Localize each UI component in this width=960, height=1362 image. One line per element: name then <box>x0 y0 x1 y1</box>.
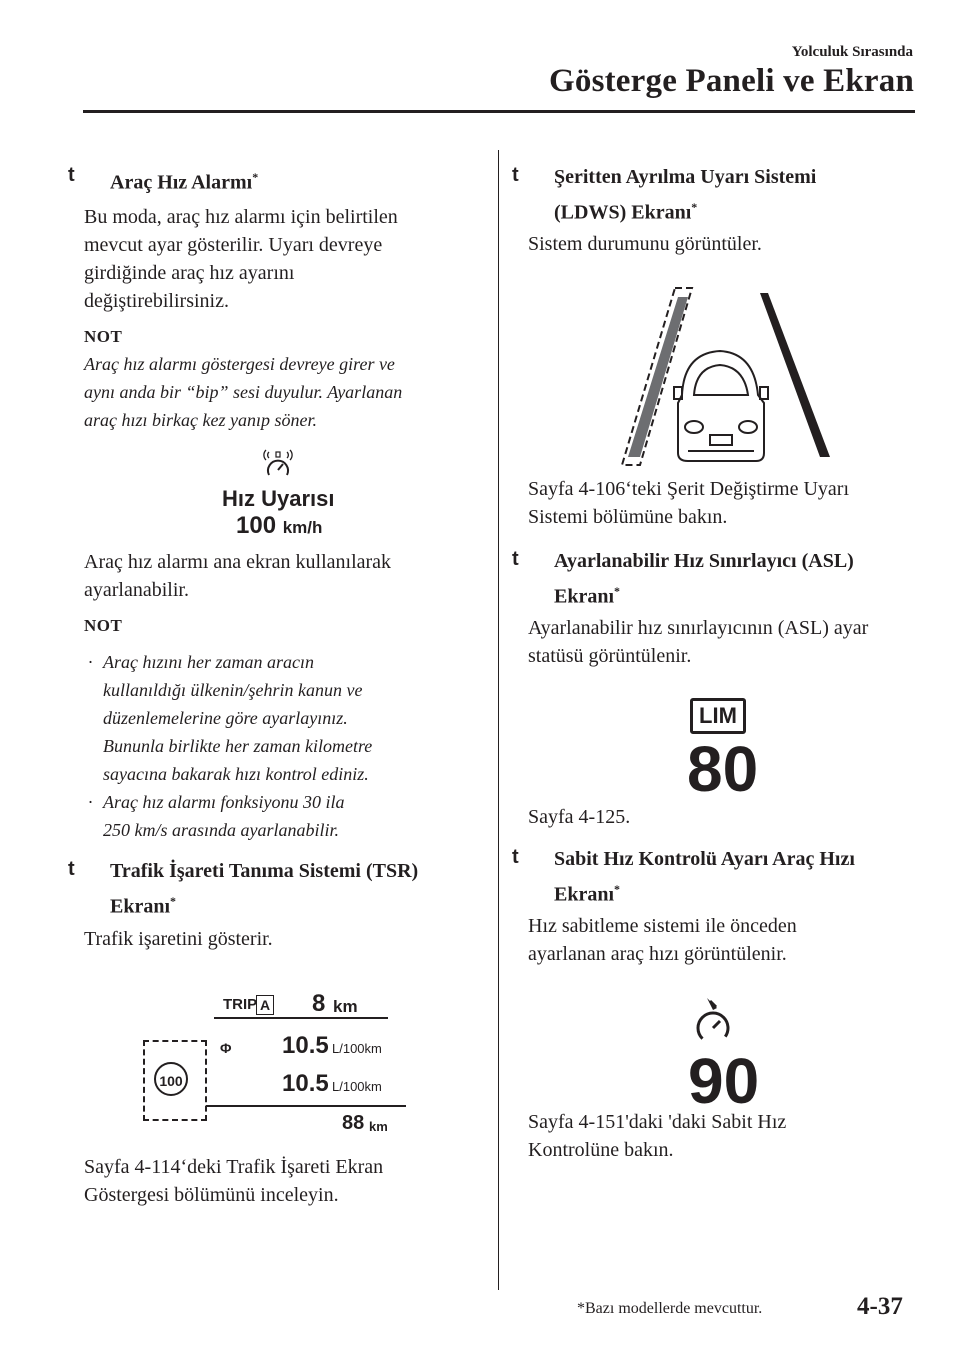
cruise-reference: Sayfa 4-151'daki 'daki Sabit Hız Kontrolüne bakın. <box>528 1111 787 1161</box>
tsr-reference: Sayfa 4-114‘deki Trafik İşareti Ekran Göstergesi bölümünü inceleyin. <box>84 1156 384 1206</box>
trip-label: TRIP <box>223 996 258 1013</box>
fuel-economy-icon: Φ <box>220 1040 232 1056</box>
asl-body: Ayarlanabilir hız sınırlayıcının (ASL) ayar statüsü görüntülenir. <box>528 617 869 667</box>
note-item: Araç hız alarmı fonksiyonu 30 ila 250 km/s arasında ayarlanabilir. <box>103 792 345 840</box>
asl-speed-value: 80 <box>687 733 759 805</box>
bullet-marker: t <box>68 164 75 186</box>
cruise-speed-value: 90 <box>688 1045 760 1117</box>
display-divider <box>206 1105 406 1107</box>
speed-warning-display-value: 100 km/h <box>236 512 323 539</box>
trip-letter-box: A <box>256 995 274 1015</box>
fuel-economy-unit: L/100km <box>332 1041 382 1056</box>
cruise-control-icon <box>693 996 733 1046</box>
bullet-marker: t <box>512 164 519 186</box>
section-heading-cruise: Sabit Hız Kontrolü Ayarı Araç Hızı Ekranı* <box>554 848 855 906</box>
ldws-reference: Sayfa 4-106‘teki Şerit Değiştirme Uyarı Sistemi bölümüne bakın. <box>528 478 850 528</box>
cruise-body: Hız sabitleme sistemi ile önceden ayarlanan araç hızı görüntülenir. <box>528 915 797 965</box>
bullet-marker: t <box>512 548 519 570</box>
note-item: Araç hızını her zaman aracın kullanıldığı ülkenin/şehrin kanun ve düzenlemelerine göre ayarlayınız. Bununla birlikte her zaman kilometre sayacına bakarak hızı kontrol ediniz. <box>103 652 373 784</box>
lim-badge: LIM <box>690 698 746 734</box>
page-title: Gösterge Paneli ve Ekran <box>549 63 914 99</box>
speed-alarm-gauge-icon <box>258 444 298 480</box>
column-divider <box>498 150 499 1290</box>
section-heading-speed-alarm: Araç Hız Alarmı* <box>110 170 259 194</box>
speed-alarm-note: Araç hız alarmı göstergesi devreye girer ve aynı anda bir “bip” sesi duyulur. Ayarlanan araç hızı birkaç kez yanıp söner. <box>84 354 403 430</box>
section-heading-ldws: Şeritten Ayrılma Uyarı Sistemi (LDWS) Ekranı* <box>554 166 817 224</box>
section-heading-asl: Ayarlanabilir Hız Sınırlayıcı (ASL) Ekranı* <box>554 550 854 608</box>
header-section-label: Yolculuk Sırasında <box>791 44 913 60</box>
bullet-marker: t <box>512 846 519 868</box>
page-number: 4-37 <box>857 1293 903 1320</box>
average-fuel-economy-value: 10.5 <box>282 1070 329 1097</box>
section-heading-tsr: Trafik İşareti Tanıma Sistemi (TSR) Ekranı* <box>110 860 419 918</box>
average-fuel-economy-unit: L/100km <box>332 1079 382 1094</box>
tsr-display-illustration <box>136 988 416 1138</box>
speed-limit-sign: 100 <box>154 1062 188 1096</box>
speed-alarm-body: Bu moda, araç hız alarmı için belirtilen mevcut ayar gösterilir. Uyarı devreye girdiğinde araç hız ayarını değiştirebilirsiniz. <box>84 206 398 312</box>
header-rule <box>83 110 915 113</box>
note-bullet-dot: · <box>88 792 93 812</box>
range-value: 88 <box>342 1112 365 1134</box>
tsr-body: Trafik işaretini gösterir. <box>84 928 273 950</box>
lane-departure-illustration <box>612 285 842 470</box>
note-label-2: NOT <box>84 616 123 635</box>
note-bullet-dot: · <box>88 652 93 672</box>
fuel-economy-value: 10.5 <box>282 1032 329 1059</box>
bullet-marker: t <box>68 858 75 880</box>
range-unit: km <box>369 1119 388 1134</box>
ldws-body: Sistem durumunu görüntüler. <box>528 233 762 255</box>
footnote: *Bazı modellerde mevcuttur. <box>577 1300 763 1317</box>
trip-value: 8 <box>312 990 326 1017</box>
trip-unit: km <box>333 997 358 1016</box>
asl-reference: Sayfa 4-125. <box>528 806 631 828</box>
car-icon <box>674 351 768 461</box>
note-label: NOT <box>84 327 123 346</box>
display-divider <box>214 1017 388 1019</box>
speed-alarm-body-2: Araç hız alarmı ana ekran kullanılarak ayarlanabilir. <box>84 551 392 601</box>
speed-warning-display-title: Hız Uyarısı <box>222 486 335 511</box>
